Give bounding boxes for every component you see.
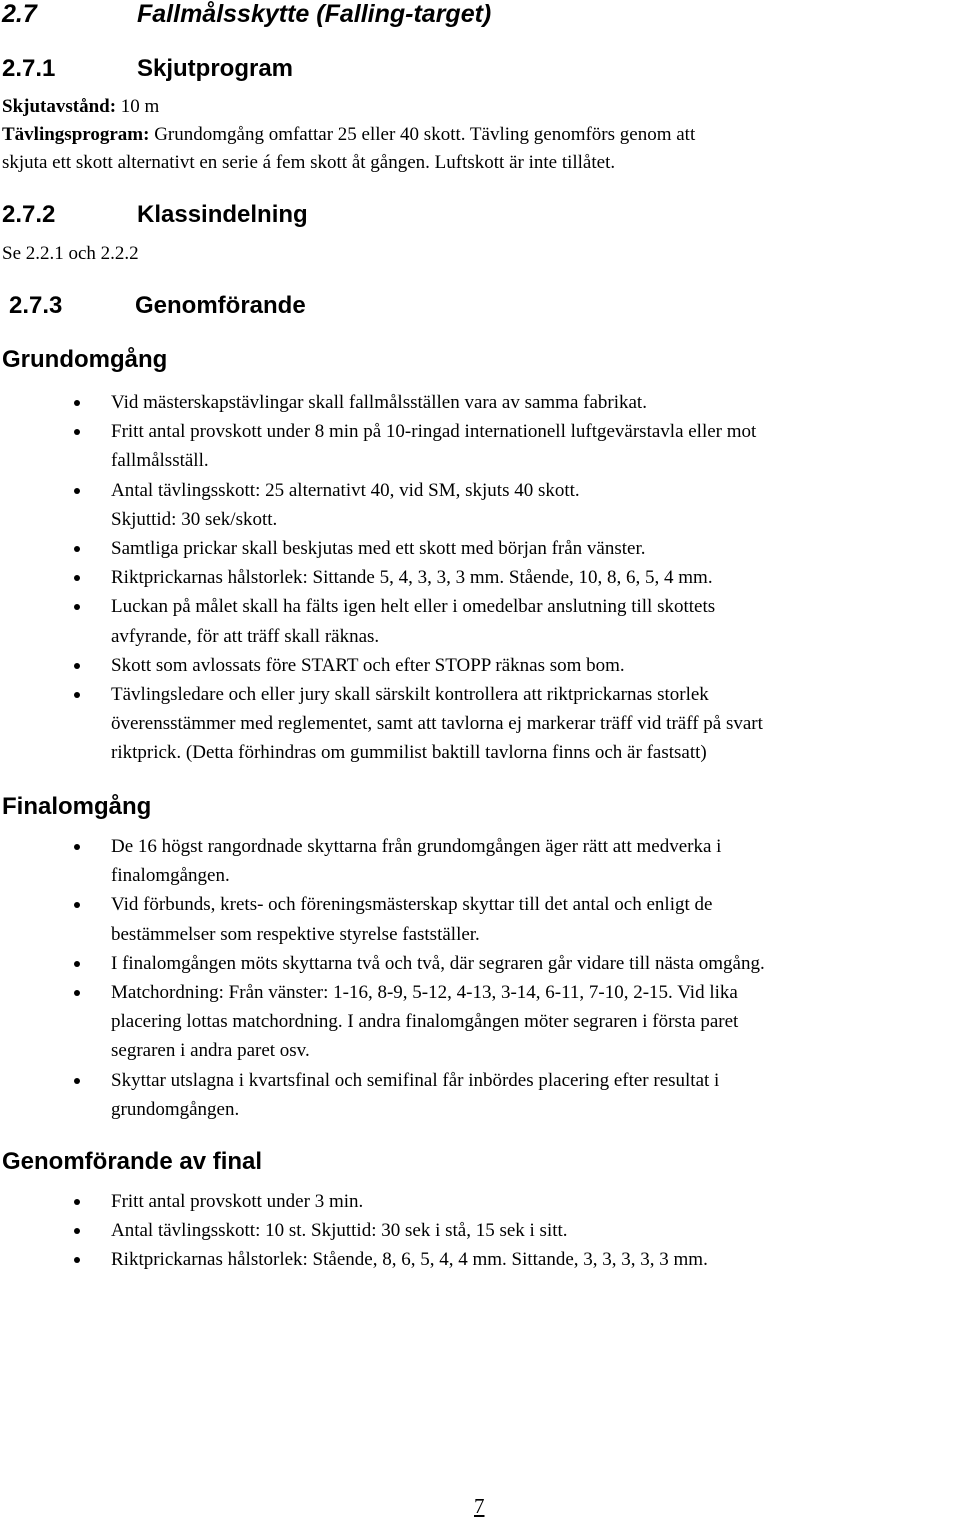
finalomgang-heading: Finalomgång [2,793,152,820]
list-item-line: Vid förbunds, krets- och föreningsmästerskap skyttar till det antal och enligt de [111,894,713,916]
list-item [0,476,960,534]
list-item [0,832,960,890]
subsection-title: Genomförande [135,292,306,319]
list-item [0,1216,960,1245]
list-item-line: Matchordning: Från vänster: 1-16, 8-9, 5-12, 4-13, 3-14, 6-11, 7-10, 2-15. Vid lika [111,982,738,1004]
subsection-number: 2.7.2 [2,201,56,228]
genomforande-final-heading: Genomförande av final [2,1148,263,1175]
bullet-icon [74,663,80,669]
list-item-line: finalomgången. [111,865,230,887]
subsection-heading-genomforande [9,292,306,320]
list-item-line: fallmålsställ. [111,450,209,472]
bullet-icon [74,1078,80,1084]
list-item-line: överensstämmer med reglementet, samt att tavlorna ej markerar träff vid träff på svart [111,713,763,735]
list-item [0,978,960,1066]
grundomgang-heading: Grundomgång [2,346,168,373]
bullet-icon [74,902,80,908]
list-item [0,680,960,768]
list-item-line: Skjuttid: 30 sek/skott. [111,508,278,530]
list-item-line: Tävlingsledare och eller jury skall särskilt kontrollera att riktprickarnas storlek [111,684,709,706]
list-item-line: Riktprickarnas hålstorlek: Sittande 5, 4, 3, 3, 3 mm. Stående, 10, 8, 6, 5, 4 mm. [111,567,713,589]
list-item [0,388,960,417]
list-item-line: Fritt antal provskott under 8 min på 10-ringad internationell luftgevärstavla eller mot [111,421,757,443]
genomforande-final-list [0,1187,960,1275]
list-item-line: Skott som avlossats före START och efter STOPP räknas som bom. [111,654,625,676]
list-item [0,534,960,563]
bullet-icon [74,546,80,552]
list-item-line: De 16 högst rangordnade skyttarna från grundomgången äger rätt att medverka i [111,836,722,857]
subsection-title: Skjutprogram [137,55,294,82]
page-number: 7 [474,1494,485,1518]
distance-line [2,93,159,122]
section-number: 2.7 [2,0,37,28]
list-item-line: placering lottas matchordning. I andra finalomgången möter segraren i första paret [111,1011,739,1033]
bullet-icon [74,961,80,967]
list-item [0,949,960,978]
list-item [0,1187,960,1216]
bullet-icon [74,604,80,610]
distance-label: Skjutavstånd: [2,96,117,117]
bullet-icon [74,575,80,581]
list-item-line: avfyrande, för att träff skall räknas. [111,625,380,647]
list-item [0,890,960,948]
list-item-line: I finalomgången möts skyttarna två och två, där segraren går vidare till nästa omgång. [111,952,765,974]
program-label: Tävlingsprogram: [2,124,150,145]
list-item [0,563,960,592]
program-line-1 [2,121,695,150]
list-item-line: riktprick. (Detta förhindras om gummilist baktill tavlorna finns och är fastsatt) [111,742,707,764]
section-heading [2,0,491,29]
bullet-icon [74,488,80,494]
list-item [0,1245,960,1274]
subsection-heading-klassindelning [2,201,308,229]
bullet-icon [74,990,80,996]
klassindelning-text: Se 2.2.1 och 2.2.2 [2,243,139,264]
bullet-icon [74,1257,80,1263]
bullet-icon [74,844,80,850]
list-item [0,651,960,680]
distance-value: 10 m [116,96,160,117]
finalomgang-list [0,832,960,1124]
grundomgang-list [0,388,960,768]
list-item-line: bestämmelser som respektive styrelse fastställer. [111,923,480,945]
bullet-icon [74,1228,80,1234]
bullet-icon [74,692,80,698]
list-item-line: Vid mästerskapstävlingar skall fallmålsställen vara av samma fabrikat. [111,392,647,413]
list-item-line: Luckan på målet skall ha fälts igen helt eller i omedelbar anslutning till skottets [111,596,716,618]
list-item-line: Antal tävlingsskott: 25 alternativt 40, vid SM, skjuts 40 skott. [111,479,580,501]
subsection-number: 2.7.1 [2,55,56,82]
section-title: Fallmålsskytte (Falling-target) [137,0,492,28]
list-item-line: Skyttar utslagna i kvartsfinal och semifinal får inbördes placering efter resultat i [111,1069,720,1091]
bullet-icon [74,429,80,435]
list-item-line: grundomgången. [111,1098,240,1120]
list-item [0,1066,960,1124]
list-item [0,592,960,650]
bullet-icon [74,400,80,406]
subsection-heading-skjutprogram [2,55,293,83]
subsection-title: Klassindelning [137,201,308,228]
bullet-icon [74,1199,80,1205]
subsection-number: 2.7.3 [9,292,63,319]
list-item-line: Samtliga prickar skall beskjutas med ett skott med början från vänster. [111,538,646,560]
program-text-1: Grundomgång omfattar 25 eller 40 skott. Tävling genomförs genom att [149,124,696,145]
list-item-line: segraren i andra paret osv. [111,1040,310,1062]
list-item-line: Riktprickarnas hålstorlek: Stående, 8, 6, 5, 4, 4 mm. Sittande, 3, 3, 3, 3, 3 mm. [111,1249,708,1271]
list-item [0,417,960,475]
list-item-line: Antal tävlingsskott: 10 st. Skjuttid: 30 sek i stå, 15 sek i sitt. [111,1220,568,1242]
list-item-line: Fritt antal provskott under 3 min. [111,1191,364,1212]
program-line-2: skjuta ett skott alternativt en serie á fem skott åt gången. Luftskott är inte tillåtet. [2,152,616,173]
